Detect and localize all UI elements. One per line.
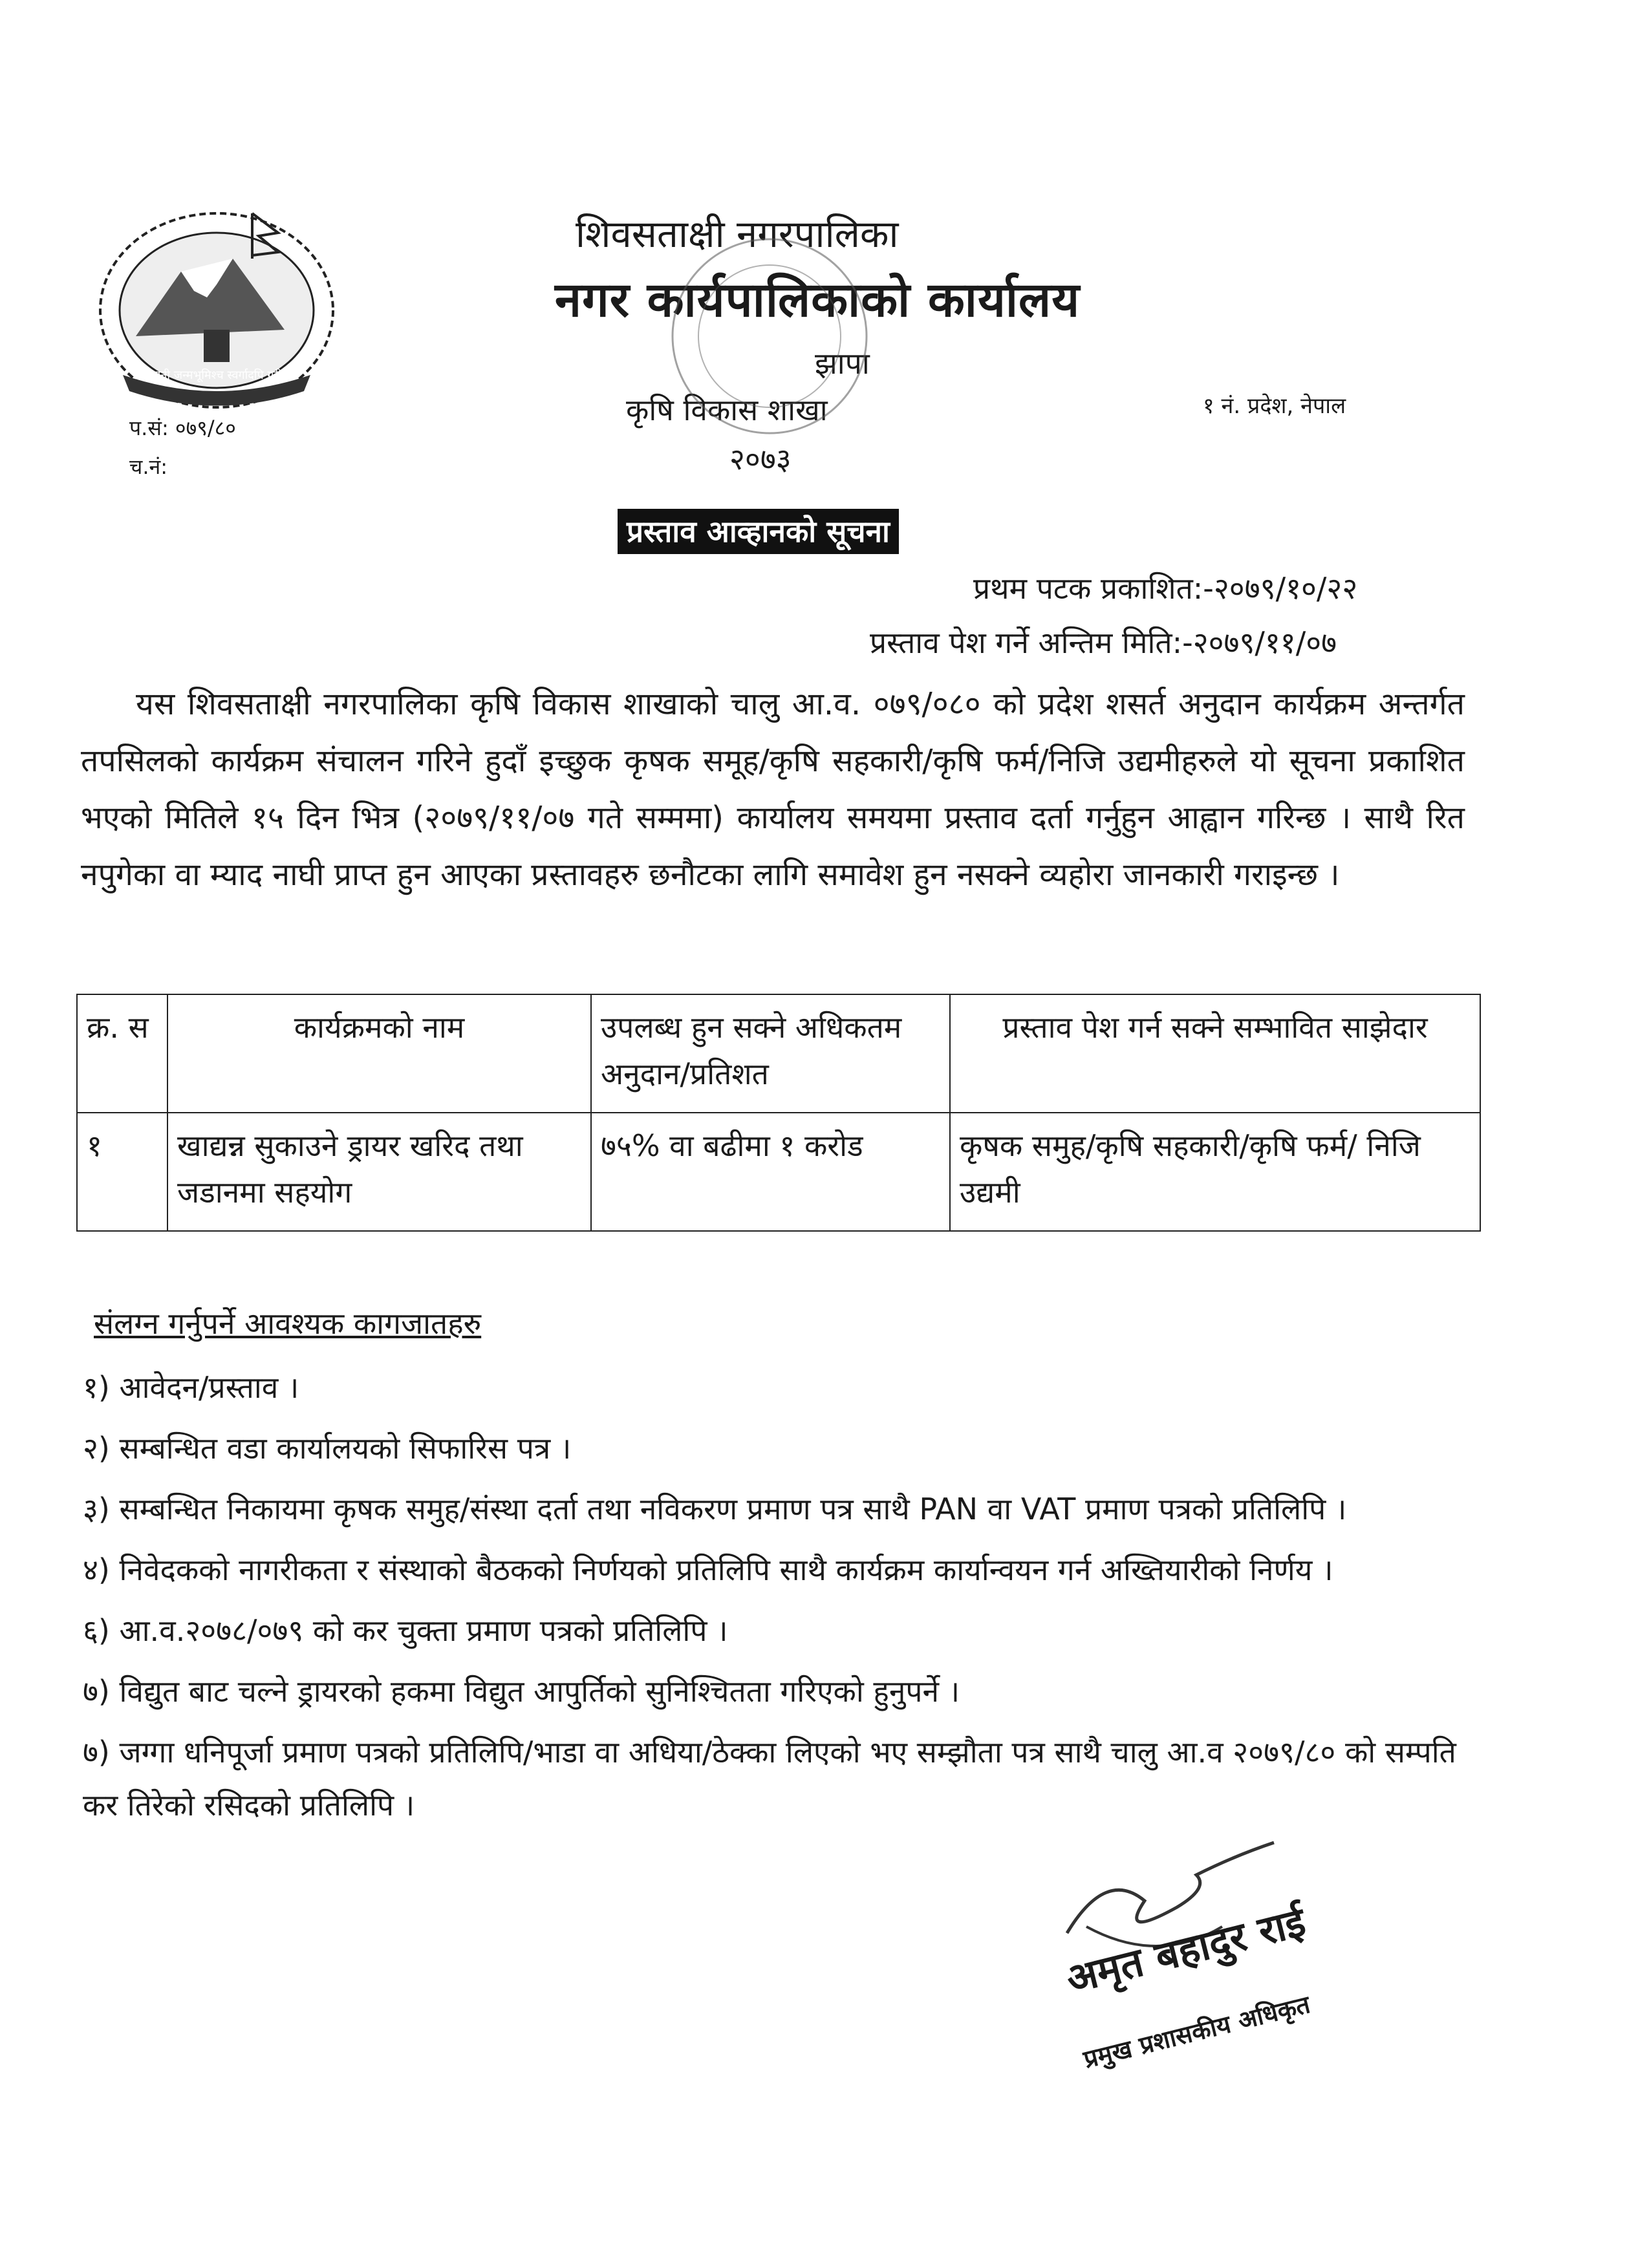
emblem-motto: जननी जन्मभूमिश्च स्वर्गादपि गरीयसी <box>146 369 299 382</box>
first-published-date: प्रथम पटक प्रकाशित:-२०७९/१०/२२ <box>973 571 1358 606</box>
documents-list <box>83 1361 1473 1839</box>
office-stamp-icon <box>653 226 886 472</box>
district-name: झापा <box>815 346 870 381</box>
table-header-cell: उपलब्ध हुन सक्ने अधिकतम अनुदान/प्रतिशत <box>591 994 950 1113</box>
office-name: नगर कार्यपालिकाको कार्यालय <box>555 272 1081 328</box>
notice-title: प्रस्ताव आव्हानको सूचना <box>618 509 899 554</box>
table-cell: १ <box>77 1113 167 1231</box>
notice-paragraph: यस शिवसताक्षी नगरपालिका कृषि विकास शाखाको चालु आ.व. ०७९/०८० को प्रदेश शसर्त अनुदान कार्यक्रम अन्तर्गत तपसिलको कार्यक्रम संचालन गरिने हुदाँ इच्छुक कृषक समूह/कृषि सहकारी/कृषि फर्म/निजि उद्यमीहरुले यो सूचना प्रकाशित भएको मितिले १५ दिन भित्र (२०७९/११/०७ गते सम्ममा) कार्यालय समयमा प्रस्ताव दर्ता गर्नुहुन आह्वान गरिन्छ । साथै रित नपुगेका वा म्याद नाघी प्राप्त हुन आएका प्रस्तावहरु छनौटका लागि समावेश हुन नसक्ने व्यहोरा जानकारी गराइन्छ । <box>81 686 1465 893</box>
table-cell: खाद्यन्न सुकाउने ड्रायर खरिद तथा जडानमा सहयोग <box>167 1113 591 1231</box>
signatory-title: प्रमुख प्रशासकीय अधिकृत <box>1081 1989 1313 2074</box>
branch-name: कृषि विकास शाखा <box>626 392 828 427</box>
table-header-cell: क्र. स <box>77 994 167 1113</box>
table-cell: कृषक समुह/कृषि सहकारी/कृषि फर्म/ निजि उद्यमी <box>950 1113 1480 1231</box>
list-item: ३) सम्बन्धित निकायमा कृषक समुह/संस्था दर्ता तथा नविकरण प्रमाण पत्र साथै PAN वा VAT प्रमाण पत्रको प्रतिलिपि । <box>83 1492 1347 1526</box>
list-item: २) सम्बन्धित वडा कार्यालयको सिफारिस पत्र । <box>83 1431 572 1466</box>
province-text: १ नं. प्रदेश, नेपाल <box>1203 393 1346 419</box>
municipality-name: शिवसताक्षी नगरपालिका <box>576 212 899 256</box>
stamp-year: २०७३ <box>729 442 792 476</box>
nepal-emblem-icon <box>84 187 349 420</box>
table-row <box>77 1113 1480 1231</box>
list-item: ४) निवेदकको नागरीकता र संस्थाको बैठकको निर्णयको प्रतिलिपि साथै कार्यक्रम कार्यान्वयन गर्न अख्तियारीको निर्णय । <box>83 1552 1333 1587</box>
list-item: ७) विद्युत बाट चल्ने ड्रायरको हकमा विद्युत आपुर्तिको सुनिश्चितता गरिएको हुनुपर्ने । <box>83 1674 960 1709</box>
last-submission-date: प्रस्ताव पेश गर्ने अन्तिम मिति:-२०७९/११/०७ <box>870 625 1337 660</box>
table-header-row <box>77 994 1480 1113</box>
list-item: १) आवेदन/प्रस्ताव । <box>83 1370 299 1405</box>
list-item: ६) आ.व.२०७८/०७९ को कर चुक्ता प्रमाण पत्रको प्रतिलिपि । <box>83 1613 728 1648</box>
list-item: ७) जग्गा धनिपूर्जा प्रमाण पत्रको प्रतिलिपि/भाडा वा अधिया/ठेक्का लिएको भए सम्झौता पत्र साथै चालु आ.व २०७९/८० को सम्पति कर तिरेको रसिदको प्रतिलिपि । <box>83 1735 1456 1823</box>
signatory-name: अमृत बहादुर राई <box>1061 1898 1310 2003</box>
table-cell: ७५% वा बढीमा १ करोड <box>591 1113 950 1231</box>
table-header-cell: प्रस्ताव पेश गर्न सक्ने सम्भावित साझेदार <box>950 994 1480 1113</box>
reference-number: प.सं: ०७९/८० <box>129 416 236 440</box>
documents-heading: संलग्न गर्नुपर्ने आवश्यक कागजातहरु <box>94 1306 482 1341</box>
table-header-cell: कार्यक्रमको नाम <box>167 994 591 1113</box>
program-table <box>76 994 1481 1232</box>
dispatch-number: च.नं: <box>129 455 168 479</box>
